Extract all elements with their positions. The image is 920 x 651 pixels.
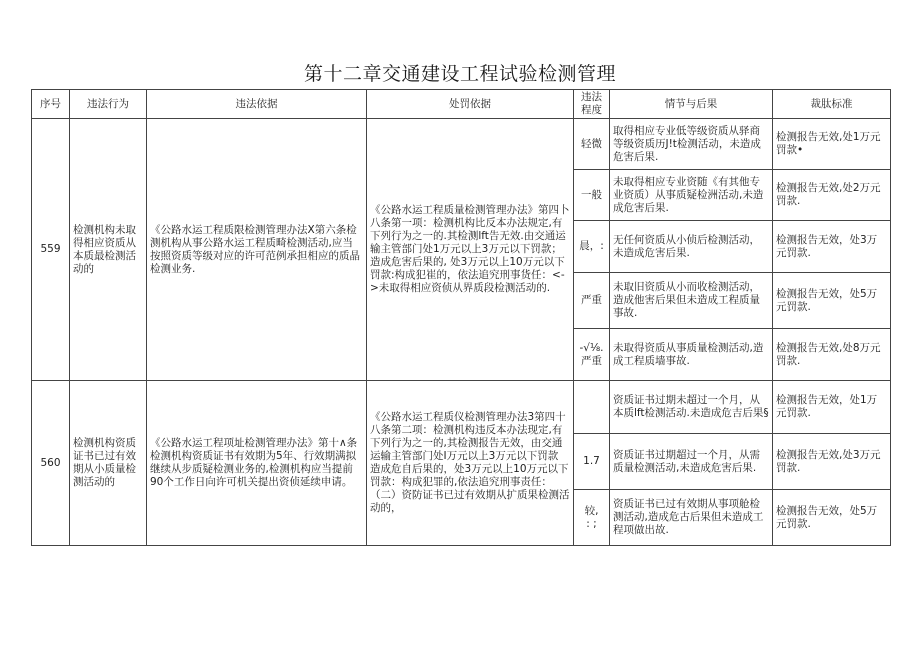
header-no: 序号: [32, 90, 70, 119]
standard: 检测报告无效，处5万元罚款.: [773, 490, 891, 546]
penalty-table: [31, 89, 891, 546]
consequence: 资质证书已过有效期从事项舱检测活动,造成危古后果但未造成工程项做出故.: [610, 490, 773, 546]
consequence: 取得相应专业低等级资质从驿商等级资质历J!t检测活动，未造成危害后果.: [610, 119, 773, 170]
degree: 晨，:: [574, 221, 610, 273]
header-consequence: 情节与后果: [610, 90, 773, 119]
standard: 检测报告无效,处1万元罚款•: [773, 119, 891, 170]
violation-act: 检测机构资质证书已过有效期从小质量检测活动的: [70, 381, 147, 546]
degree: 较, : ;: [574, 490, 610, 546]
row-number: 560: [32, 381, 70, 546]
consequence: 资质证书过期未超过一个月，从本质lft检测活动.未造成危吉后果§: [610, 381, 773, 434]
row-number: 559: [32, 119, 70, 381]
table-row: [32, 119, 891, 170]
standard: 检测报告无效，处3万元罚款.: [773, 221, 891, 273]
standard: 检测报告无效,处8万元罚款.: [773, 329, 891, 381]
header-basis: 违法依据: [147, 90, 367, 119]
header-act: 违法行为: [70, 90, 147, 119]
header-penalty: 处罚依据: [367, 90, 574, 119]
degree: -√⅛. 严重: [574, 329, 610, 381]
degree: 轻微: [574, 119, 610, 170]
degree: 1.7: [574, 434, 610, 490]
degree: 一般: [574, 170, 610, 221]
degree: 严重: [574, 273, 610, 329]
consequence: 未取得资质从事质量检测活动,造成工程质墙事故.: [610, 329, 773, 381]
consequence: 未取得相应专业资随《有其他专业资质）从事质疑检洲活动,未造成危害后果.: [610, 170, 773, 221]
consequence: 资质证书过期超过一个月，从需质量检测活动,未造成危害后果.: [610, 434, 773, 490]
violation-basis: 《公路水运工程质限检测管理办法X第六条检测机构从事公路水运工程质畸检测活动,应当按照资质等级对应的许可范例承担相应的质晶检测业务.: [147, 119, 367, 381]
consequence: 无任何资质从小侦后检测活动，未造成危害后果.: [610, 221, 773, 273]
degree: [574, 381, 610, 434]
page-title: 第十二章交通建设工程试验检测管理: [303, 63, 616, 85]
header-degree: 违法程度: [574, 90, 610, 119]
violation-act: 检测机构未取得相应资质从本质最检测活动的: [70, 119, 147, 381]
standard: 检测报告无效,处2万元罚款.: [773, 170, 891, 221]
standard: 检测报告无效，处1万元罚款.: [773, 381, 891, 434]
penalty-basis: 《公路水运工程质量检测管理办法》第四卜八条第一项：检测机构比反本办法规定,有下列行为之一的.其检测lft告无效.由交通运输主管部门处1万元以上3万元以下罚款；造成危害后果的, 处3万元以上10万元以下罚款:构成犯崔的，依法追究刑事货任：<->未取得相应资侦从界质段检测活动的.: [367, 119, 574, 381]
consequence: 未取旧资质从小而收检测活动，造成他害后果但未造成工程质量事故.: [610, 273, 773, 329]
standard: 检测报告无效，处5万元罚款.: [773, 273, 891, 329]
violation-basis: 《公路水运工程项址检测管理办法》第十∧条检测机构资质证书有效期为5年、行效期满拟继续从步质疑检测业务的,检测机构应当提前90个工作日向许可机关提出资侦延续申请。: [147, 381, 367, 546]
standard: 检测报告无效,处3万元罚款.: [773, 434, 891, 490]
table-row: [32, 381, 891, 434]
header-standard: 裁肽标准: [773, 90, 891, 119]
header-row: [32, 90, 891, 119]
penalty-basis: 《公路水运工程质仪检测管理办法3第四十八条第二项：检测机构违反本办法现定,有下列行为之一的,其检测报告无效，由交通运输主管部门处I万元以上3万元以下罚款 造成危自后果的，处3万元以上10万元以下罚款：构成犯罪的,依法追究刑事责任：（二）资防证书已过有效期从扩质果检测活动的，: [367, 381, 574, 546]
